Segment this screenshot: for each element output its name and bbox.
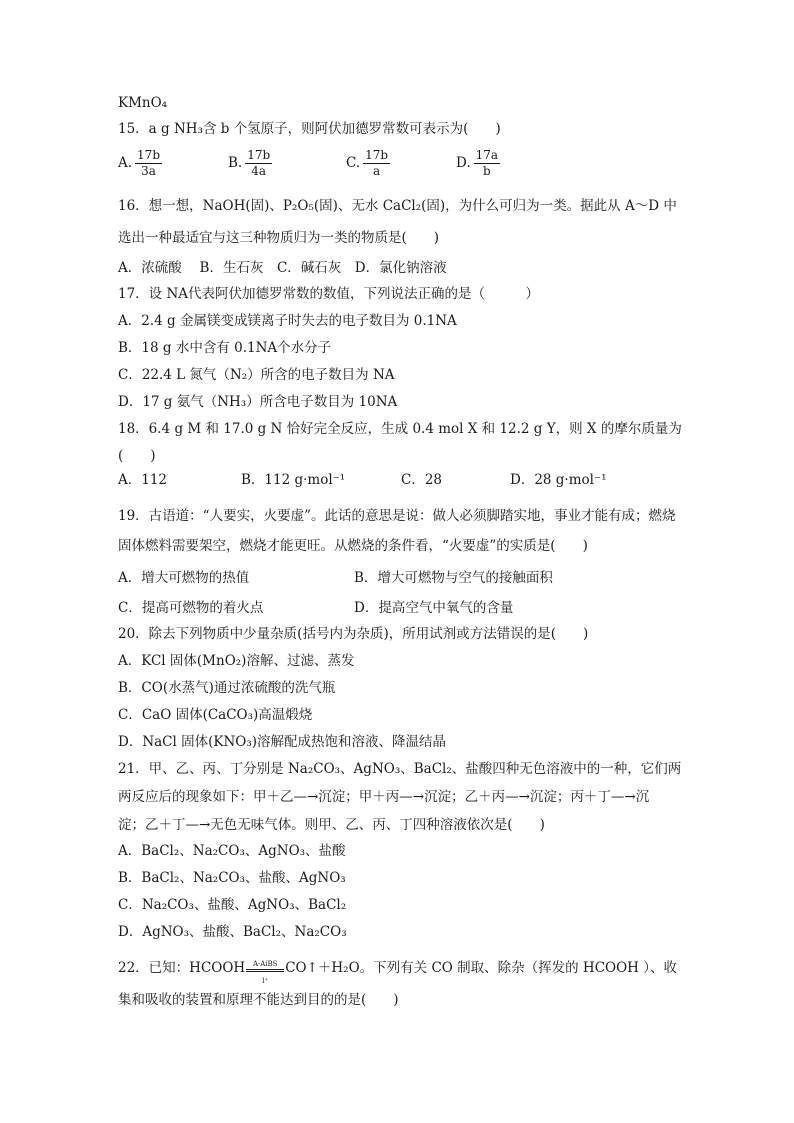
q15-option-c bbox=[346, 148, 390, 179]
question-18-stem: 18．6.4 g M 和 17.0 g N 恰好完全反应，生成 0.4 mol X 和 12.2 g Y，则 X 的摩尔质量为 bbox=[118, 421, 682, 437]
question-20-stem: 20．除去下列物质中少量杂质(括号内为杂质)，所用试剂或方法错误的是( ) bbox=[118, 626, 589, 642]
carryover-text: KMnO₄ bbox=[118, 95, 168, 111]
q15-option-d-fraction bbox=[474, 148, 500, 179]
question-16-stem-cont: 选出一种最适宜与这三种物质归为一类的物质是( ) bbox=[118, 230, 440, 246]
q15-option-c-numerator: 17b bbox=[365, 148, 389, 162]
q15-option-a bbox=[118, 148, 162, 179]
q17-option-b: B．18 g 水中含有 0.1NA个水分子 bbox=[118, 340, 332, 356]
q17-option-a: A．2.4 g 金属镁变成镁离子时失去的电子数目为 0.1NA bbox=[118, 313, 457, 329]
q20-option-d: D．NaCl 固体(KNO₃)溶解配成热饱和溶液、降温结晶 bbox=[118, 734, 447, 750]
question-16-options: A．浓硫酸 B．生石灰 C．碱石灰 D．氯化钠溶液 bbox=[118, 260, 447, 276]
q18-option-b: B．112 g·mol⁻¹ bbox=[241, 472, 346, 488]
question-18-stem-cont: ( ) bbox=[118, 448, 156, 464]
reaction-condition-bottom: l⁺ bbox=[262, 976, 269, 985]
question-19-stem-cont: 固体燃料需要架空，燃烧才能更旺。从燃烧的条件看，“火要虚”的实质是( ) bbox=[118, 538, 588, 554]
question-16-stem: 16．想一想，NaOH(固)、P₂O₅(固)、无水 CaCl₂(固)，为什么可归为一类。据此从 A～D 中 bbox=[118, 198, 677, 214]
question-21-stem-cont1: 两反应后的现象如下：甲＋乙—→沉淀；甲＋丙—→沉淀；乙＋丙—→沉淀；丙＋丁—→沉 bbox=[118, 789, 650, 805]
q20-option-b: B．CO(水蒸气)通过浓硫酸的洗气瓶 bbox=[118, 680, 336, 696]
q15-option-b bbox=[228, 148, 272, 179]
q18-option-d: D．28 g·mol⁻¹ bbox=[510, 472, 607, 488]
q15-option-a-denominator: 3a bbox=[141, 164, 156, 178]
q21-option-d: D．AgNO₃、盐酸、BaCl₂、Na₂CO₃ bbox=[118, 924, 347, 940]
q15-option-a-fraction bbox=[135, 148, 162, 179]
q22-stem-suffix: CO↑＋H₂O。下列有关 CO 制取、除杂（挥发的 HCOOH ）、收 bbox=[285, 960, 677, 976]
reaction-condition-arrow bbox=[246, 959, 284, 985]
question-19-stem: 19．古语道：“人要实，火要虚”。此话的意思是说：做人必须脚踏实地，事业才能有成；燃烧 bbox=[118, 508, 676, 524]
question-22-stem bbox=[118, 959, 677, 985]
q21-option-a: A．BaCl₂、Na₂CO₃、AgNO₃、盐酸 bbox=[118, 843, 346, 859]
q15-option-a-numerator: 17b bbox=[137, 148, 160, 162]
q15-option-d-letter: D. bbox=[456, 155, 471, 171]
q18-option-a: A．112 bbox=[118, 472, 168, 488]
question-21-stem-cont2: 淀；乙＋丁—→无色无味气体。则甲、乙、丙、丁四种溶液依次是( ) bbox=[118, 817, 545, 833]
q17-option-d: D．17 g 氨气（NH₃）所含电子数目为 10NA bbox=[118, 394, 398, 410]
q19-option-b: B．增大可燃物与空气的接触面积 bbox=[354, 570, 553, 586]
q15-option-a-letter: A. bbox=[118, 155, 133, 171]
question-21-stem: 21．甲、乙、丙、丁分别是 Na₂CO₃、AgNO₃、BaCl₂、盐酸四种无色溶液中的一种，它们两 bbox=[118, 761, 682, 777]
reaction-condition-top: A·AiBS bbox=[252, 959, 278, 968]
q19-option-a: A．增大可燃物的热值 bbox=[118, 570, 250, 586]
q15-option-c-fraction bbox=[363, 148, 390, 179]
q22-stem-prefix: 22．已知：HCOOH bbox=[118, 960, 246, 976]
q21-option-b: B．BaCl₂、Na₂CO₃、盐酸、AgNO₃ bbox=[118, 870, 346, 886]
q15-option-d-denominator: b bbox=[483, 164, 491, 178]
q19-option-c: C．提高可燃物的着火点 bbox=[118, 600, 264, 616]
q20-option-c: C．CaO 固体(CaCO₃)高温煅烧 bbox=[118, 707, 313, 723]
q19-option-d: D．提高空气中氧气的含量 bbox=[354, 600, 514, 616]
q15-option-b-letter: B. bbox=[228, 155, 243, 171]
question-22-stem-cont: 集和吸收的装置和原理不能达到目的的是( ) bbox=[118, 992, 399, 1008]
q21-option-c: C．Na₂CO₃、盐酸、AgNO₃、BaCl₂ bbox=[118, 897, 347, 913]
question-17-stem: 17．设 NA代表阿伏加德罗常数的数值，下列说法正确的是（ ） bbox=[118, 286, 540, 302]
q20-option-a: A．KCl 固体(MnO₂)溶解、过滤、蒸发 bbox=[118, 653, 355, 669]
q15-option-b-numerator: 17b bbox=[247, 148, 271, 162]
q15-option-b-fraction bbox=[245, 148, 272, 179]
q15-option-c-denominator: a bbox=[373, 164, 381, 178]
q15-option-b-denominator: 4a bbox=[251, 164, 267, 178]
question-15-stem: 15．a g NH₃含 b 个氢原子，则阿伏加德罗常数可表示为( ) bbox=[118, 121, 501, 137]
q18-option-c: C．28 bbox=[401, 472, 443, 488]
arrow-line-top bbox=[246, 969, 284, 970]
q15-option-d bbox=[456, 148, 500, 179]
q15-option-d-numerator: 17a bbox=[475, 148, 499, 162]
q17-option-c: C．22.4 L 氮气（N₂）所含的电子数目为 NA bbox=[118, 367, 395, 383]
q15-option-c-letter: C. bbox=[346, 155, 361, 171]
